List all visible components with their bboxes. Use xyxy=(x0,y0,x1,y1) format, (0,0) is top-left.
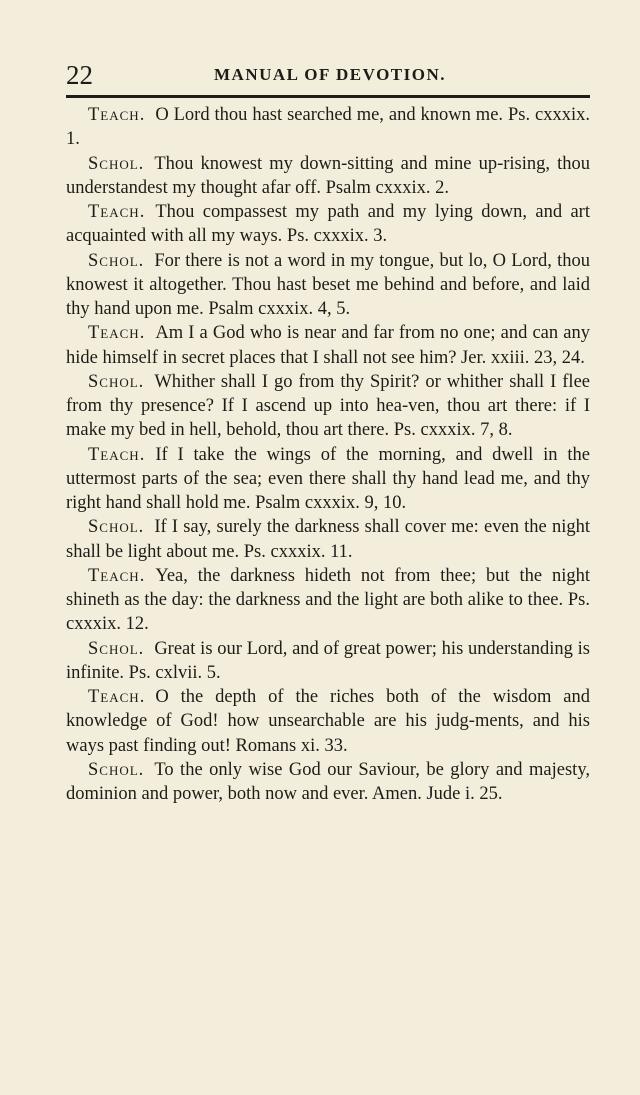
speaker-label: Schol. xyxy=(88,759,145,780)
dialogue-entry xyxy=(66,758,590,807)
page-header xyxy=(66,58,590,92)
dialogue-entry xyxy=(66,249,590,322)
running-head: MANUAL OF DEVOTION. xyxy=(214,65,447,84)
dialogue-text xyxy=(66,103,590,806)
dialogue-entry xyxy=(66,200,590,249)
dialogue-line: If I say, surely the darkness shall cover me: even the night shall be light about me. Ps. cxxxix. 11. xyxy=(66,517,590,562)
dialogue-line: For there is not a word in my tongue, but lo, O Lord, thou knowest it altogether. Thou hast beset me behind and before, and laid thy hand upon me. Psalm cxxxix. 4, 5. xyxy=(66,250,590,319)
speaker-label: Teach. xyxy=(88,323,146,344)
speaker-label: Teach. xyxy=(88,444,146,465)
dialogue-line: O the depth of the riches both of the wisdom and knowledge of God! how unsearchable are his judg-ments, and his ways past finding out! Romans xi. 33. xyxy=(66,687,590,756)
dialogue-line: Thou compassest my path and my lying down, and art acquainted with all my ways. Ps. cxxxix. 3. xyxy=(66,202,590,247)
header-rule xyxy=(66,95,590,98)
speaker-label: Teach. xyxy=(88,565,146,586)
dialogue-line: Whither shall I go from thy Spirit? or whither shall I flee from thy presence? If I ascend up into hea-ven, thou art there: if I make my bed in hell, behold, thou art there. Ps. cxxxix. 7, 8. xyxy=(66,371,590,441)
dialogue-line: To the only wise God our Saviour, be glory and majesty, dominion and power, both now and ever. Amen. Jude i. 25. xyxy=(66,759,590,804)
page-number: 22 xyxy=(66,60,93,90)
dialogue-line: Yea, the darkness hideth not from thee; but the night shineth as the day: the darkness and the light are both alike to thee. Ps. cxxxix. 12. xyxy=(66,565,590,635)
speaker-label: Teach. xyxy=(88,202,146,222)
dialogue-entry xyxy=(66,685,590,758)
dialogue-entry xyxy=(66,515,590,564)
dialogue-entry xyxy=(66,321,590,370)
dialogue-entry xyxy=(66,152,590,201)
dialogue-entry xyxy=(66,564,590,637)
speaker-label: Schol. xyxy=(88,153,145,174)
speaker-label: Schol. xyxy=(88,517,145,538)
dialogue-entry xyxy=(66,637,590,686)
dialogue-line: O Lord thou hast searched me, and known me. Ps. cxxxix. 1. xyxy=(66,105,590,150)
speaker-label: Teach. xyxy=(88,687,146,707)
dialogue-line: Thou knowest my down-sitting and mine up-rising, thou understandest my thought afar off. Psalm cxxxix. 2. xyxy=(66,153,590,198)
dialogue-line: Am I a God who is near and far from no one; and can any hide himself in secret places that I shall not see him? Jer. xxiii. 23, 24. xyxy=(66,323,590,368)
dialogue-entry xyxy=(66,370,590,443)
speaker-label: Schol. xyxy=(88,638,145,659)
dialogue-line: Great is our Lord, and of great power; his understanding is infinite. Ps. cxlvii. 5. xyxy=(66,638,590,683)
speaker-label: Schol. xyxy=(88,371,145,392)
speaker-label: Schol. xyxy=(88,250,145,271)
dialogue-entry xyxy=(66,103,590,152)
dialogue-line: If I take the wings of the morning, and dwell in the uttermost parts of the sea; even there shall thy hand lead me, and thy right hand shall hold me. Psalm cxxxix. 9, 10. xyxy=(66,444,590,513)
dialogue-entry xyxy=(66,443,590,516)
speaker-label: Teach. xyxy=(88,105,146,125)
